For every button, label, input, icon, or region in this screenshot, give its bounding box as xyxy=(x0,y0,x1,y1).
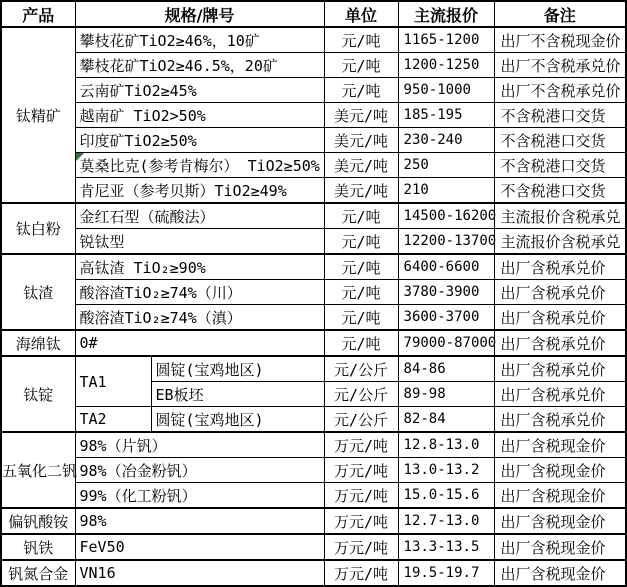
note-cell: 出厂含税承兑价 xyxy=(494,305,626,331)
product-group-cell: 海绵钛 xyxy=(1,330,75,356)
spec-cell xyxy=(75,153,324,178)
unit-cell: 美元/吨 xyxy=(324,103,398,128)
price-cell: 3600-3700 xyxy=(398,305,494,331)
note-cell: 出厂不含税承兑价 xyxy=(494,53,626,78)
note-cell: 不含税港口交货 xyxy=(494,103,626,128)
price-cell: 13.0-13.2 xyxy=(398,458,494,483)
header-row xyxy=(1,1,626,27)
table-row xyxy=(1,153,626,178)
price-cell: 19.5-19.7 xyxy=(398,560,494,586)
table-row xyxy=(1,254,626,280)
note-cell: 不含税港口交货 xyxy=(494,128,626,153)
price-cell: 82-84 xyxy=(398,407,494,433)
note-cell: 出厂含税承兑价 xyxy=(494,254,626,280)
spec-cell: EB板坯 xyxy=(151,382,324,407)
unit-cell: 元/公斤 xyxy=(324,382,398,407)
spec-cell: 印度矿TiO2≥50% xyxy=(75,128,324,153)
header-price: 主流报价 xyxy=(398,1,494,27)
note-cell: 出厂不含税承兑价 xyxy=(494,78,626,103)
price-cell: 79000-87000 xyxy=(398,330,494,356)
product-group-cell: 钛白粉 xyxy=(1,203,75,254)
header-product: 产品 xyxy=(1,1,75,27)
unit-cell: 美元/吨 xyxy=(324,178,398,204)
unit-cell: 万元/吨 xyxy=(324,458,398,483)
spec-cell: 云南矿TiO2≥45% xyxy=(75,78,324,103)
spec-cell: 99%（化工粉钒） xyxy=(75,483,324,509)
unit-cell: 元/吨 xyxy=(324,229,398,255)
product-group-cell: 钛渣 xyxy=(1,254,75,330)
price-cell: 210 xyxy=(398,178,494,204)
unit-cell: 万元/吨 xyxy=(324,560,398,586)
unit-cell: 万元/吨 xyxy=(324,508,398,534)
table-row xyxy=(1,458,626,483)
note-cell: 主流报价含税承兑 xyxy=(494,203,626,229)
unit-cell: 美元/吨 xyxy=(324,153,398,178)
unit-cell: 元/吨 xyxy=(324,27,398,53)
note-cell: 出厂含税承兑价 xyxy=(494,280,626,305)
unit-cell: 元/吨 xyxy=(324,78,398,103)
product-group-cell: 钒氮合金 xyxy=(1,560,75,586)
unit-cell: 元/吨 xyxy=(324,203,398,229)
note-cell: 出厂含税现金价 xyxy=(494,534,626,560)
note-cell: 出厂不含税现金价 xyxy=(494,27,626,53)
unit-cell: 万元/吨 xyxy=(324,483,398,509)
price-cell: 230-240 xyxy=(398,128,494,153)
brand-cell: TA2 xyxy=(75,407,151,433)
spec-cell: 锐钛型 xyxy=(75,229,324,255)
note-cell: 不含税港口交货 xyxy=(494,178,626,204)
product-group-cell: 偏钒酸铵 xyxy=(1,508,75,534)
spec-cell: 0# xyxy=(75,330,324,356)
table-row xyxy=(1,560,626,586)
price-cell: 13.3-13.5 xyxy=(398,534,494,560)
unit-cell: 元/吨 xyxy=(324,53,398,78)
note-cell: 出厂含税现金价 xyxy=(494,432,626,458)
table-row xyxy=(1,53,626,78)
price-cell: 6400-6600 xyxy=(398,254,494,280)
price-cell: 250 xyxy=(398,153,494,178)
table-row xyxy=(1,508,626,534)
spec-cell: 圆锭(宝鸡地区) xyxy=(151,407,324,433)
unit-cell: 元/吨 xyxy=(324,305,398,331)
price-cell: 84-86 xyxy=(398,356,494,382)
spec-cell: 肯尼亚（参考贝斯）TiO2≥49% xyxy=(75,178,324,204)
cell-comment-marker-icon xyxy=(76,153,84,161)
note-cell: 出厂含税承兑价 xyxy=(494,356,626,382)
price-cell: 3780-3900 xyxy=(398,280,494,305)
spec-cell: 98% xyxy=(75,508,324,534)
note-cell: 出厂含税现金价 xyxy=(494,508,626,534)
price-cell: 1165-1200 xyxy=(398,27,494,53)
price-cell: 1200-1250 xyxy=(398,53,494,78)
note-cell: 出厂含税承兑价 xyxy=(494,382,626,407)
unit-cell: 万元/吨 xyxy=(324,534,398,560)
note-cell: 出厂含税承兑价 xyxy=(494,330,626,356)
table-row xyxy=(1,432,626,458)
price-cell: 12.7-13.0 xyxy=(398,508,494,534)
spec-cell: 金红石型（硫酸法） xyxy=(75,203,324,229)
price-cell: 950-1000 xyxy=(398,78,494,103)
product-group-cell: 五氧化二钒 xyxy=(1,432,75,508)
spec-cell: 攀枝花矿TiO2≥46%，10矿 xyxy=(75,27,324,53)
note-cell: 主流报价含税承兑 xyxy=(494,229,626,255)
product-group-cell: 钒铁 xyxy=(1,534,75,560)
unit-cell: 元/吨 xyxy=(324,280,398,305)
product-group-cell: 钛精矿 xyxy=(1,27,75,203)
unit-cell: 元/公斤 xyxy=(324,356,398,382)
spec-cell: FeV50 xyxy=(75,534,324,560)
unit-cell: 元/吨 xyxy=(324,254,398,280)
table-row xyxy=(1,229,626,255)
table-row xyxy=(1,356,626,382)
spec-cell: 高钛渣 TiO₂≥90% xyxy=(75,254,324,280)
unit-cell: 元/公斤 xyxy=(324,407,398,433)
table-row xyxy=(1,27,626,53)
table-row xyxy=(1,103,626,128)
note-cell: 出厂含税现金价 xyxy=(494,560,626,586)
price-cell: 14500-16200 xyxy=(398,203,494,229)
note-cell: 出厂含税现金价 xyxy=(494,483,626,509)
note-cell: 不含税港口交货 xyxy=(494,153,626,178)
table-row xyxy=(1,407,626,433)
unit-cell: 美元/吨 xyxy=(324,128,398,153)
note-cell: 出厂含税承兑价 xyxy=(494,407,626,433)
spec-cell: 圆锭(宝鸡地区) xyxy=(151,356,324,382)
price-cell: 12200-13700 xyxy=(398,229,494,255)
brand-cell: TA1 xyxy=(75,356,151,407)
header-unit: 单位 xyxy=(324,1,398,27)
price-cell: 15.0-15.6 xyxy=(398,483,494,509)
header-note: 备注 xyxy=(494,1,626,27)
table-row xyxy=(1,78,626,103)
spec-cell: 酸溶渣TiO₂≥74%（川） xyxy=(75,280,324,305)
spec-cell: 越南矿 TiO2>50% xyxy=(75,103,324,128)
note-cell: 出厂含税现金价 xyxy=(494,458,626,483)
spec-cell: 攀枝花矿TiO2≥46.5%，20矿 xyxy=(75,53,324,78)
price-cell: 185-195 xyxy=(398,103,494,128)
table-row xyxy=(1,128,626,153)
spec-cell: 98%（冶金粉钒） xyxy=(75,458,324,483)
product-group-cell: 钛锭 xyxy=(1,356,75,432)
table-row xyxy=(1,305,626,331)
table-row xyxy=(1,483,626,509)
spec-cell: VN16 xyxy=(75,560,324,586)
unit-cell: 元/吨 xyxy=(324,330,398,356)
table-row xyxy=(1,178,626,204)
table-row xyxy=(1,330,626,356)
price-cell: 12.8-13.0 xyxy=(398,432,494,458)
spec-cell: 酸溶渣TiO₂≥74%（滇） xyxy=(75,305,324,331)
table-row xyxy=(1,534,626,560)
table-row xyxy=(1,280,626,305)
spec-cell: 98%（片钒） xyxy=(75,432,324,458)
spec-text: 莫桑比克(参考肯梅尔） TiO2≥50% xyxy=(79,156,320,175)
table-row xyxy=(1,203,626,229)
unit-cell: 万元/吨 xyxy=(324,432,398,458)
price-cell: 89-98 xyxy=(398,382,494,407)
header-spec: 规格/牌号 xyxy=(75,1,324,27)
